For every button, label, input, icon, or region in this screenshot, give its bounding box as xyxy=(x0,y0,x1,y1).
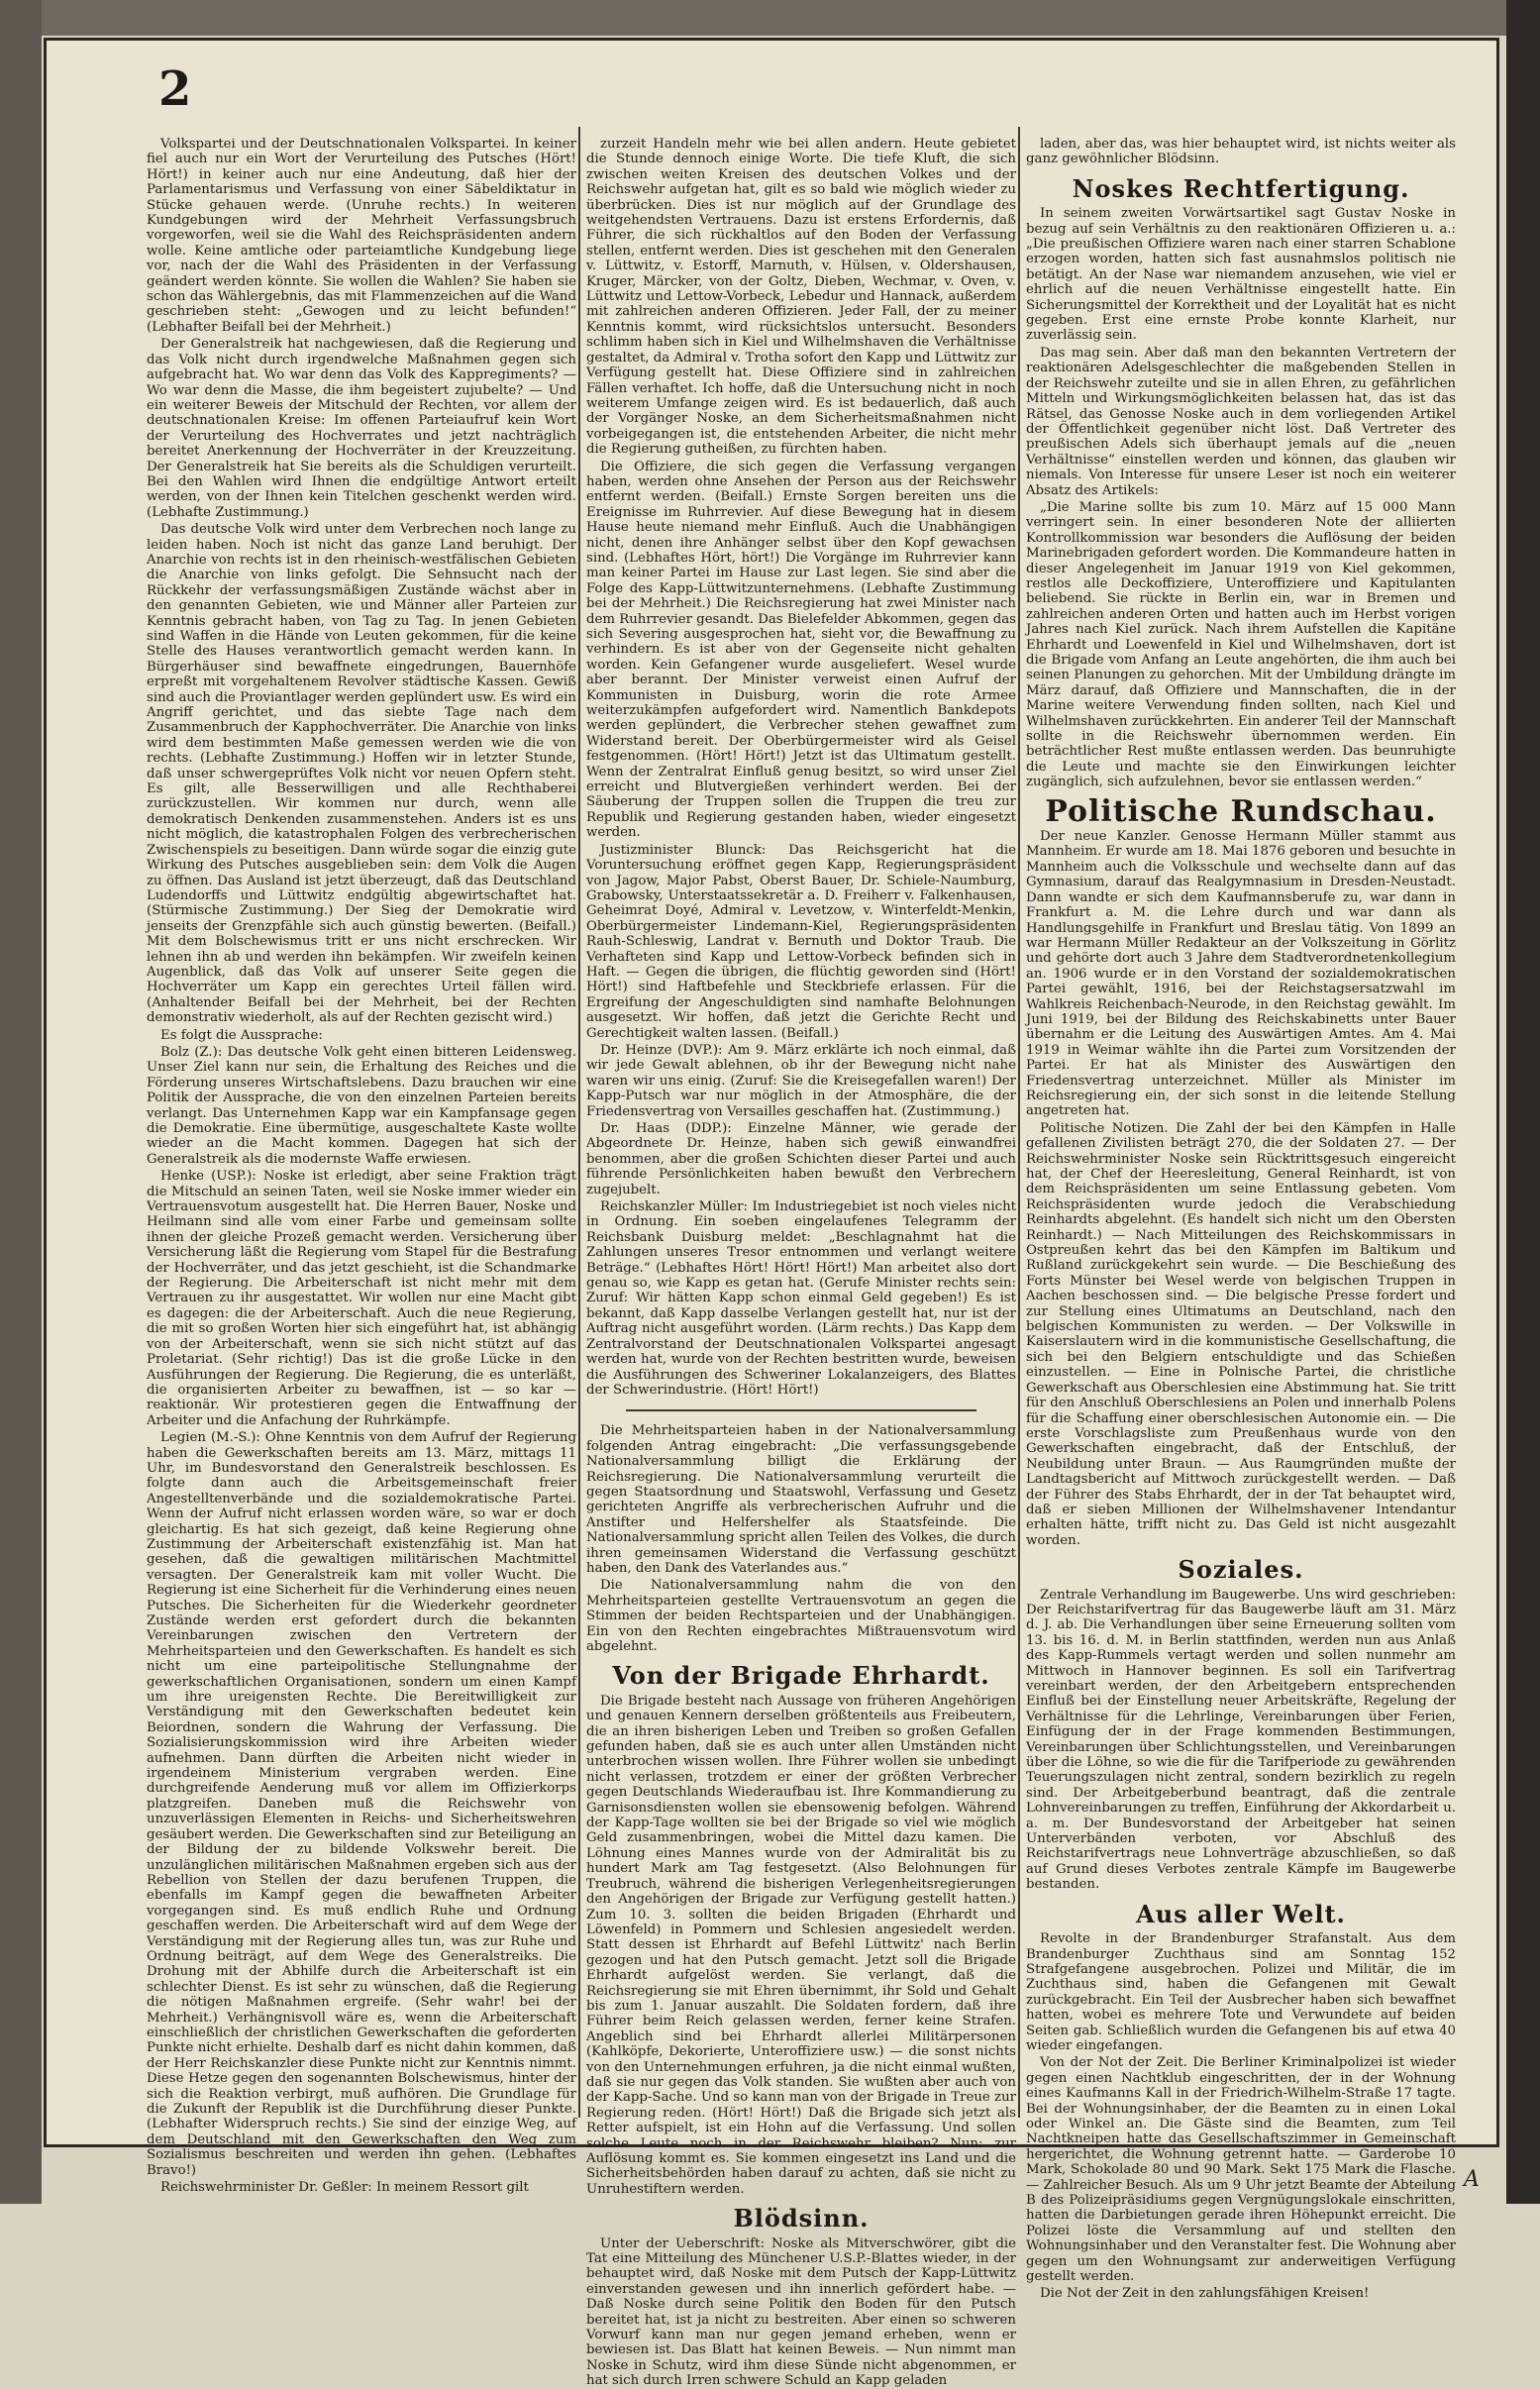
article-paragraph: Legien (M.-S.): Ohne Kenntnis von dem Aufruf der Regierung haben die Gewerkschaften bereits am 13. März, mittags 11 Uhr, im Bundesvorstand den Generalstreik beschlossen. Es folgte dann auch die Arbeitsgemeinschaft freier Angestelltenverbände und die sozialdemokratische Partei. Wenn der Aufruf nicht erlassen worden wäre, so war er doch gleichartig. Es hat sich gezeigt, daß keine Regierung ohne Zustimmung der Arbeiterschaft existenzfähig ist. Man hat gesehen, daß die gewaltigen militärischen Machtmittel versagten. Der Generalstreik kam mit voller Wucht. Die Regierung ist eine Sicherheit für die Verhinderung eines neuen Putsches. Die Sicherheiten für die Wiederkehr geordneter Zustände werden erst gefordert durch die bekannten Vereinbarungen zwischen den Vertretern der Mehrheitsparteien und den Gewerkschaften. Es handelt es sich nicht um eine parteipolitische Stellungnahme der gewerkschaftlichen Organisationen, sondern um einen Kampf um ihre ureigensten Rechte. Die Bereitwilligkeit zur Verständigung mit den Gewerkschaften bedeutet kein Beiordnen, sondern die Wahrung der Verfassung. Die Sozialisierungskommission wird ihre Arbeiten wieder aufnehmen. Dann dürften die Arbeiten nicht wieder in irgendeinem Ministerium vergraben werden. Eine durchgreifende Aenderung muß vor allem im Offizierkorps platzgreifen. Daneben muß die Reichswehr von unzuverlässigen Elementen in Reichs- und Sicherheitswehren gesäubert werden. Die Gewerkschaften sind zur Beteiligung an der Bildung der zu bildende Volkswehr bereit. Die unzulänglichen militärischen Maßnahmen ergeben sich aus der Rebellion von Stellen der dazu berufenen Truppen, die ebenfalls im Kampf gegen die bewaffneten Arbeiter vorgegangen sind. Es muß endlich Ruhe und Ordnung geschaffen werden. Die Arbeiterschaft wird auf dem Wege der Verständigung mit der Regierung alles tun, was zur Ruhe und Ordnung beiträgt, auf dem Wege des Generalstreiks. Die Drohung mit der Abhilfe durch die Arbeiterschaft ist ein schlechter Dienst. Es ist sehr zu wünschen, daß die Regierung die nötigen Maßnahmen ergreife. (Sehr wahr! bei der Mehrheit.) Verhängnisvoll wäre es, wenn die Arbeiterschaft einschließlich der christlichen Gewerkschaften die geforderten Punkte nicht erhielte. Deshalb darf es nicht dahin kommen, daß der Herr Reichskanzler diese Punkte nicht zur Kenntnis nimmt. Diese Hetze gegen den sogenannten Bolschewismus, hinter der sich die Reaktion verbirgt, muß aufhören. Die Grundlage für die Zukunft der Republik ist die Durchführung dieser Punkte. (Lebhafter Widerspruch rechts.) Sie sind der einzige Weg, auf dem Deutschland mit den Gewerkschaften den Weg zum Sozialismus beschreiten und werden ihn gehen. (Lebhaftes Bravo!) xyxy=(147,1430,576,2178)
article-paragraph: zurzeit Handeln mehr wie bei allen andern. Heute gebietet die Stunde dennoch einige Worte. Die tiefe Kluft, die sich zwischen weiten Kreisen des deutschen Volkes und der Reichswehr aufgetan hat, gilt es so bald wie möglich wieder zu überbrücken. Dies ist nur möglich auf der Grundlage des weitgehendsten Vertrauens. Dazu ist erstens Erfordernis, daß Führer, die sich rückhaltlos auf den Boden der Verfassung stellen, entfernt werden. Dies ist geschehen mit den Generalen v. Lüttwitz, v. Estorff, Marnuth, v. Hülsen, v. Oldershausen, Kruger, Märcker, von der Goltz, Dieben, Wechmar, v. Oven, v. Lüttwitz und Lettow-Vorbeck, Lebedur und Hannack, außerdem mit zahlreichen anderen Offizieren. Jeder Fall, der zu meiner Kenntnis kommt, wird rücksichtslos untersucht. Besonders schlimm haben sich in Kiel und Wilhelmshaven die Verhältnisse gestaltet, da Admiral v. Trotha sofort den Kapp und Lüttwitz zur Verfügung gestellt hat. Diese Offiziere sind in zahlreichen Fällen verhaftet. Ich hoffe, daß die Untersuchung nicht in noch weiterem Umfange zeigen wird. Es ist bedauerlich, daß auch der Vorgänger Noske, an dem Sicherheitsmaßnahmen nicht vorbeigegangen ist, die entstehenden Arbeiter, die nicht mehr die Regierung gutheißen, zu fürchten haben. xyxy=(586,137,1016,458)
heading-soziales: Soziales. xyxy=(1178,1555,1304,1585)
article-paragraph: „Die Marine sollte bis zum 10. März auf 15 000 Mann verringert sein. In einer besonderen Note der alliierten Kontrollkommission war besonders die Auflösung der beiden Marinebrigaden gefordert worden. Die Kommandeure hatten in dieser Angelegenheit im Januar 1919 von Kiel gekommen, restlos alle Deckoffiziere, Unteroffiziere und Kapitulanten beliebend. Sie rückte in Berlin ein, war in Bremen und zahlreichen anderen Orten und hatten auch im Herbst vorigen Jahres nach Kiel zurück. Nach ihrem Aufstellen die Kapitäne Ehrhardt und Loewenfeld in Kiel und Wilhelmshaven, dort ist die Brigade vom Anfang an Leute angehörten, die ihm auch bei seinen Planungen zu gehorchen. Mit der Umbildung drängte im März darauf, daß Offiziere und Mannschaften, die in der Marine weitere Verwendung finden sollten, nach Kiel und Wilhelmshaven zurückkehrten. Ein anderer Teil der Mannschaft sollte in die Reichswehr übernommen werden. Ein beträchtlicher Rest mußte entlassen werden. Das beunruhigte die Leute und machte sie den Einwirkungen leichter zugänglich, sich aufzulehnen, bevor sie entlassen werden.“ xyxy=(1026,499,1456,790)
article-paragraph: Die Brigade besteht nach Aussage von früheren Angehörigen und genauen Kennern derselben größtenteils aus Freibeutern, die an ihren bisherigen Leben und Treiben so großen Gefallen gefunden haben, daß sie es auch unter allen Umständen nicht unterbrochen wissen wollen. Ihre Führer wollen sie unbedingt nicht verlassen, trotzdem er einer der größten Verbrecher gegen Deutschlands Wiederaufbau ist. Ihre Kommandierung zu Garnisonsdiensten wollen sie ebensowenig befolgen. Während der Kapp-Tage wollten sie bei der Brigade so viel wie möglich Geld zusammenbringen, wobei die Mittel dazu kamen. Die Löhnung eines Mannes wurde von der Admiralität bis zu hundert Mark am Tag festgesetzt. (Also Belohnungen für Treubruch, während die bisherigen Verlegenheitsregierungen den Angehörigen der Brigade zur Verfügung gestellt hatten.) Zum 10. 3. sollten die beiden Brigaden (Ehrhardt und Löwenfeld) in Pommern und Schlesien angesiedelt werden. Statt dessen ist Ehrhardt auf Befehl Lüttwitz' nach Berlin gezogen und hat den Putsch gemacht. Jetzt soll die Brigade Ehrhardt aufgelöst werden. Sie verlangt, daß die Reichsregierung sie mit Ehren übernimmt, ihr Sold und Gehalt bis zum 1. Januar auszahlt. Die Soldaten fordern, daß ihre Führer beim Reich gelassen werden, ferner keine Strafen. Angeblich sind bei Ehrhardt allerlei Militärpersonen (Kahlköpfe, Dekorierte, Unteroffiziere usw.) — die sonst nichts von den Unternehmungen erfuhren, ja die nicht einmal wußten, daß sie nur gegen das Volk standen. Sie wußten aber auch von der Kapp-Sache. Und so kann man von der Brigade in Treue zur Regierung reden. (Hört! Hört!) Daß die Brigade sich jetzt als Retter aufspielt, ist ein Hohn auf die Verfassung. Und sollen solche Leute noch in der Reichswehr bleiben? Nun: zur Auflösung kommt es. Sie kommen eingesetzt ins Land und die Sicherheitsbehörden haben darauf zu achten, daß sie nicht zu Unruhestiftern werden. xyxy=(586,1693,1016,2197)
article-paragraph: laden, aber das, was hier behauptet wird, ist nichts weiter als ganz gewöhnlicher Blödsinn. xyxy=(1026,137,1456,167)
heading-brigade-ehrhardt: Von der Brigade Ehrhardt. xyxy=(612,1661,990,1691)
article-paragraph: Zentrale Verhandlung im Baugewerbe. Uns wird geschrieben: Der Reichstarifvertrag für das Baugewerbe läuft am 31. März d. J. ab. Die Verhandlungen über seine Erneuerung sollten vom 13. bis 16. d. M. in Berlin stattfinden, werden nun aus Anlaß des Kapp-Rummels vertagt werden und sollen nunmehr am Mittwoch in Hannover beginnen. Es soll ein Tarifvertrag vereinbart werden, der den Arbeitgebern entsprechenden Einfluß bei der Einstellung neuer Arbeitskräfte, Regelung der Verhältnisse für die Lehrlinge, Vereinbarungen über Ferien, Einfügung der in der Frage kommenden Bestimmungen, Vereinbarungen über Schlichtungsstellen, und Vereinbarungen über die Löhne, so wie die für die Tarifperiode zu gewährenden Teuerungszulagen nicht zentral, sondern bezirklich zu regeln sind. Der Arbeitgeberbund beantragt, daß die zentrale Lohnvereinbarungen zu treffen, Einführung der Akkordarbeit u. a. m. Der Bundesvorstand der Arbeitgeber hat seinen Unterverbänden verboten, vor Abschluß des Reichstarifvertrags neue Lohnverträge abzuschließen, so daß auf Grund dieses Verbotes zentrale Kämpfe im Baugewerbe bestanden. xyxy=(1026,1587,1456,1893)
article-paragraph: Politische Notizen. Die Zahl der bei den Kämpfen in Halle gefallenen Zivilisten beträgt 270, die der Soldaten 27. — Der Reichswehrminister Noske sein Rücktrittsgesuch eingereicht hat, der Chef der Heeresleitung, General Reinhardt, ist von dem Reichspräsidenten um seine Entlassung gebeten. Vom Reichspräsidenten wurde jedoch die Verabschiedung Reinhardts abgelehnt. (Es handelt sich nicht um den Obersten Reinhardt.) — Nach Mitteilungen des Reichskommissars in Ostpreußen kehrt das bei den Kämpfen im Baltikum und Rußland zurückgekehrt sein wurde. — Die Beschießung des Forts Münster bei Wesel werde von belgischen Truppen in Aachen beschossen sind. — Die belgische Presse fordert und zur Stellung eines Ultimatums an Deutschland, nach den belgischen Kommunisten zu werden. — Der Volkswille in Kaiserslautern wird in die kommunistische Gesellschaftung, die sich bei den Belgiern entschuldigte und das Schießen einzustellen. — Eine in Polnische Partei, die christliche Gewerkschaft aus Oberschlesien eine Abstimmung hat. Sie tritt für den Anschluß Oberschlesiens an Polen und innerhalb Polens für die Schaffung einer oberschlesischen Autonomie ein. — Die erste Vorschlagsliste zum Preußenhaus wurde von den Gewerkschaften eingebracht, daß der Entschluß, der Neubildung unter Braun. — Aus Raumgründen mußte der Landtagsbericht auf Mittwoch zurückgestellt werden. — Daß der Führer des Stabs Ehrhardt, der in der Tat behauptet wird, daß er sieben Millionen der Wilhelmshavener Intendantur erhalten hätte, trifft nicht zu. Das Geld ist nicht ausgezahlt worden. xyxy=(1026,1120,1456,1548)
heading-politische-rundschau: Politische Rundschau. xyxy=(1045,793,1437,829)
article-paragraph: Unter der Ueberschrift: Noske als Mitverschwörer, gibt die Tat eine Mitteilung des Münchener U.S.P.-Blattes wieder, in der behauptet wird, daß Noske mit dem Putsch der Kapp-Lüttwitz einverstanden gewesen und ihn innerlich gefördert habe. — Daß Noske durch seine Politik den Boden für den Putsch bereitet hat, ist ja nicht zu bestreiten. Aber einen so schweren Vorwurf kann man nur gegen jemand erheben, wenn er bewiesen ist. Das Blatt hat keinen Beweis. — Nun nimmt man Noske in Schutz, wird ihm diese Sünde nicht abgenommen, er hat sich durch Irren schwere Schuld an Kapp geladen xyxy=(586,2235,1016,2389)
column-3 xyxy=(1026,137,1456,2302)
article-paragraph: Der Generalstreik hat nachgewiesen, daß die Regierung und das Volk nicht durch irgendwelche Maßnahmen gegen sich aufgebracht hat. Wo war denn das Volk des Kappregiments? — Wo war denn die Masse, die ihm begeistert zujubelte? — Und ein weiterer Beweis der Mitschuld der Rechten, vor allem der deutschnationalen Kreise: Im offenen Parteiaufruf kein Wort der Verurteilung des Hochverrates und jetzt nachträglich bereitet Anerkennung der Hochverräter in der Kreuzzeitung. Der Generalstreik hat Sie bereits als die Schuldigen verurteilt. Bei den Wahlen wird Ihnen die endgültige Antwort erteilt werden, von der Ihnen kein Titelchen geschenkt werden wird. (Lebhafte Zustimmung.) xyxy=(147,337,576,520)
article-paragraph: Von der Not der Zeit. Die Berliner Kriminalpolizei ist wieder gegen einen Nachtklub eingeschritten, der in der Wohnung eines Kaufmanns Kall in der Friedrich-Wilhelm-Straße 17 tagte. Bei der Wohnungsinhaber, der die Beamten zu in einen Lokal oder Winkel an. Die Gäste sind die Beamten, zum Teil Nachtkneipen hatte das Gesellschaftszimmer in Gemeinschaft hergerichtet, die Wohnung getrennt hatte. — Garderobe 10 Mark, Schokolade 80 und 90 Mark. Sekt 175 Mark die Flasche. — Zahlreicher Besuch. Als um 9 Uhr jetzt Beamte der Abteilung B des Polizeipräsidiums gegen Vergnügungslokale einschritten, hatten die Darbietungen gerade ihren Höhepunkt erreicht. Die Polizei löste die Versammlung auf und stellten den Wohnungsinhaber und den Veranstalter fest. Die Wohnung aber gegen um den Wohnungsamt zur anderweitigen Verfügung gestellt werden. xyxy=(1026,2055,1456,2285)
article-paragraph: In seinem zweiten Vorwärtsartikel sagt Gustav Noske in bezug auf sein Verhältnis zu den reaktionären Offizieren u. a.: „Die preußischen Offiziere waren nach einer starren Schablone erzogen worden, hatten sich fast ausnahmslos politisch nie betätigt. An der Nase war niemandem anzusehen, wie viel er ehrlich auf die neuen Verhältnisse eingestellt hatte. Ein Sicherungsmittel der Korrektheit und der Loyalität hat es nicht gegeben. Erst eine ernste Probe konnte Klarheit, nur zuverlässig sein. xyxy=(1026,206,1456,344)
column-rule-2 xyxy=(1018,127,1020,2118)
article-paragraph: Die Offiziere, die sich gegen die Verfassung vergangen haben, werden ohne Ansehen der Person aus der Reichswehr entfernt werden. (Beifall.) Ernste Sorgen bereiten uns die Ereignisse im Ruhrrevier. Auf diese Bewegung hat in diesem Hause heute niemand mehr Einfluß. Auch die Unabhängigen nicht, denen ihre Anhänger selbst über den Kopf gewachsen sind. (Lebhaftes Hört, hört!) Die Vorgänge im Ruhrrevier kann man keiner Partei im Hause zur Last legen. Sie sind aber die Folge des Kapp-Lüttwitzunternehmens. (Lebhafte Zustimmung bei der Mehrheit.) Die Reichsregierung hat zwei Minister nach dem Ruhrrevier gesandt. Das Bielefelder Abkommen, gegen das sich Severing ausgesprochen hat, sieht vor, die Bewaffnung zu verhindern. Es ist aber von der Gegenseite nicht gehalten worden. Kein Gefangener wurde ausgeliefert. Wesel wurde aber berannt. Der Minister verweist einen Aufruf der Kommunisten in Duisburg, worin die rote Armee weiterzukämpfen aufgefordert wird. Namentlich Bankdepots werden geplündert, die Verbrecher stehen gewaffnet zum Widerstand bereit. Der Oberbürgermeister wird als Geisel festgenommen. (Hört! Hört!) Jetzt ist das Ultimatum gestellt. Wenn der Zentralrat Einfluß genug besitzt, so wird unser Ziel erreicht und Blutvergießen verhindert werden. Bei der Säuberung der Truppen sollen die Truppen die treu zur Republik und Regierung gestanden haben, wieder eingesetzt werden. xyxy=(586,459,1016,841)
corner-mark: A xyxy=(1464,2167,1480,2192)
scan-border-left xyxy=(0,0,42,2204)
heading-aus-aller-welt: Aus aller Welt. xyxy=(1136,1899,1346,1928)
article-paragraph: Reichswehrminister Dr. Geßler: In meinem Ressort gilt xyxy=(160,2180,529,2196)
column-rule-1 xyxy=(578,127,580,2118)
article-paragraph: Das deutsche Volk wird unter dem Verbrechen noch lange zu leiden haben. Noch ist nicht das ganze Land beruhigt. Der Anarchie von rechts ist in den rheinisch-westfälischen Gebieten die Anarchie von links gefolgt. Die Sehnsucht nach der Rückkehr der verfassungsmäßigen Zustände wächst aber in den genannten Gebieten, wie und Männer aller Parteien zur Kenntnis gebracht haben, von Tag zu Tag. In jenen Gebieten sind Waffen in die Hände von Leuten gekommen, für die keine Stelle des Hauses verantwortlich gemacht werden kann. In Bürgerhäuser sind bewaffnete eingedrungen, Bauernhöfe erpreßt mit vorgehaltenem Revolver städtische Kassen. Gewiß sind auch die Proviantlager werden geplündert usw. Es wird ein Angriff gerichtet, und das siebte Tage nach dem Zusammenbruch der Kapphochverräter. Die Anarchie von links wird dem bestimmten Maße gemessen werden wie die von rechts. (Lebhafte Zustimmung.) Hoffen wir in letzter Stunde, daß unser schwergeprüftes Volk nicht vor neuen Opfern steht. Es gilt, alle Besserwilligen und alle Rechthaberei zurückzustellen. Wir kommen nur durch, wenn alle demokratisch Denkenden zusammenstehen. Anders ist es uns nicht möglich, die katastrophalen Folgen des verbrecherischen Zwischenspiels zu beseitigen. Dann würde sogar die einzig gute Wirkung des Putsches ausgeblieben sein: dem Volk die Augen zu öffnen. Das Ausland ist jetzt überzeugt, daß das Deutschland Ludendorffs und Lüttwitz endgültig abgewirtschaftet hat. (Stürmische Zustimmung.) Der Sieg der Demokratie wird jenseits der Grenzpfähle sich auch günstig bewerten. (Beifall.) Mit dem Bolschewismus tritt er uns nicht erschrecken. Wir lehnen ihn ab und werden ihn bekämpfen. Wir zweifeln keinen Augenblick, daß das Volk auf unserer Seite gegen die Hochverräter um Kapp ein gerechtes Urteil fällen wird. (Anhaltender Beifall bei der Mehrheit, bei der Rechten demonstrativ wiederholt, als auf der Rechten gezischt wird.) xyxy=(147,522,576,1026)
article-paragraph: Die Mehrheitsparteien haben in der Nationalversammlung folgenden Antrag eingebracht: „Die verfassungsgebende Nationalversammlung billigt die Erklärung der Reichsregierung. Die Nationalversammlung verurteilt die gegen Staatsordnung und Staatswohl, Verfassung und Gesetz gerichteten Angriffe als verbrecherischen Aufruhr und die Anstifter und Helfershelfer als Staatsfeinde. Die Nationalversammlung spricht allen Teilen des Volkes, die durch ihren gemeinsamen Widerstand die Verfassung geschützt haben, den Dank des Vaterlandes aus.“ xyxy=(586,1423,1016,1576)
article-paragraph: Dr. Haas (DDP.): Einzelne Männer, wie gerade der Abgeordnete Dr. Heinze, haben sich gewiß einwandfrei benommen, aber die großen Schichten dieser Partei und auch führende Persönlichkeiten haben bewußt den Verbrechern zugejubelt. xyxy=(586,1121,1016,1197)
page-number: 2 xyxy=(158,61,192,117)
article-paragraph: Reichskanzler Müller: Im Industriegebiet ist noch vieles nicht in Ordnung. Ein soeben eingelaufenes Telegramm der Reichsbank Duisburg meldet: „Beschlagnahmt hat die Zahlungen unseres Tresor entnommen und verlangt weitere Beträge.“ (Lebhaftes Hört! Hört! Hört!) Man arbeitet also dort genau so, wie Kapp es getan hat. (Gerufe Minister rechts sein: Zuruf: Wir hätten Kapp schon einmal Geld gegeben!) Es ist bekannt, daß Kapp dasselbe Verlangen gestellt hat, nur ist der Auftrag nicht ausgeführt worden. (Lärm rechts.) Das Kapp dem Zentralvorstand der Deutschnationalen Volkspartei angesagt werden hat, wurde von der Rechten bestritten wurde, beweisen die Ausführungen des Schweriner Lokalanzeigers, des Blattes der Schwerindustrie. (Hört! Hört!) xyxy=(586,1199,1016,1398)
article-paragraph: Der neue Kanzler. Genosse Hermann Müller stammt aus Mannheim. Er wurde am 18. Mai 1876 geboren und besuchte in Mannheim auch die Volksschule und wechselte dann auf das Gymnasium, darauf das Realgymnasium in Dresden-Neustadt. Dann wandte er sich dem Kaufmannsberufe zu, war dann in Frankfurt a. M. die Lehre durch und war dann als Handlungsgehilfe in Frankfurt und Breslau tätig. Von 1899 an war Hermann Müller Redakteur an der Volkszeitung in Görlitz und gehörte dort auch 3 Jahre dem Stadtverordnetenkollegium an. 1906 wurde er in den Vorstand der sozialdemokratischen Partei gewählt, 1916, bei der Reichstagsersatzwahl im Wahlkreis Reichenbach-Neurode, in den Reichstag gewählt. Im Juni 1919, bei der Bildung des Reichskabinetts unter Bauer übernahm er die Leitung des Auswärtigen Amtes. Am 4. Mai 1919 in Weimar wählte ihn die Partei zum Vorsitzenden der Partei. Er hat als Minister des Auswärtigen den Friedensvertrag unterzeichnet. Müller als Minister im Reichsregierung ein, der sich sonst in die leitende Stellung angetreten hat. xyxy=(1026,829,1456,1119)
article-paragraph: Die Not der Zeit in den zahlungsfähigen Kreisen! xyxy=(1040,2286,1370,2302)
article-paragraph: Es folgt die Aussprache: xyxy=(160,1027,323,1043)
scan-border-top xyxy=(0,0,1540,36)
article-paragraph: Henke (USP.): Noske ist erledigt, aber seine Fraktion trägt die Mitschuld an seinen Taten, weil sie Noske immer wieder ein Vertrauensvotum ausgestellt hat. Die Herren Bauer, Noske und Heilmann sind alle vom einer Farbe und gemeinsam sollte ihnen der gleiche Prozeß gemacht werden. Versicherung über Versicherung läßt die Regierung vom Stapel für die Bestrafung der Hochverräter, und das jetzt geschieht, ist die Schandmarke der Regierung. Die Arbeiterschaft ist nicht mehr mit dem Vertrauen zu ihr ausgestattet. Wir wollen nur eine Macht gibt es dagegen: die der Arbeiterschaft. Auch die neue Regierung, die mit so großen Worten hier sich eingeführt hat, ist abhängig von der Arbeiterschaft, wenn sie sich nicht stützt auf das Proletariat. (Sehr richtig!) Das ist die große Lücke in den Ausführungen der Regierung. Die Regierung, die es unterläßt, die organisierten Arbeiter zu bewaffnen, ist — so kar — reaktionär. Wir protestieren gegen die Entwaffnung der Arbeiter und die Anfachung der Ruhrkämpfe. xyxy=(147,1169,576,1428)
column-2 xyxy=(586,137,1016,2389)
article-paragraph: Das mag sein. Aber daß man den bekannten Vertretern der reaktionären Adelsgeschlechter die maßgebenden Stellen in der Reichswehr zuteilte und sie in allen Ehren, zu gefährlichen Mitteln und Wirkungsmöglichkeiten belassen hat, das ist das Rätsel, das Genosse Noske auch in dem vorliegenden Artikel der Öffentlichkeit gegenüber nicht löst. Daß Vertreter des preußischen Adels sich überhaupt jemals auf die „neuen Verhältnisse“ einstellen werden und können, das glauben wir niemals. Von Interesse für unsere Leser ist noch ein weiterer Absatz des Artikels: xyxy=(1026,345,1456,498)
column-1 xyxy=(147,137,576,2196)
article-paragraph: Dr. Heinze (DVP.): Am 9. März erklärte ich noch einmal, daß wir jede Gewalt ablehnen, ob ihr der Bewegung nicht nahe waren wir uns einig. (Zuruf: Sie die Kreisegefallen waren!) Der Kapp-Putsch war nur möglich in der Atmosphäre, die der Friedensvertrag von Versailles geschaffen hat. (Zustimmung.) xyxy=(586,1042,1016,1119)
scan-border-right xyxy=(1506,0,1540,2204)
article-paragraph: Revolte in der Brandenburger Strafanstalt. Aus dem Brandenburger Zuchthaus sind am Sonntag 152 Strafgefangene ausgebrochen. Polizei und Militär, die im Zuchthaus sind, haben die Gefangenen mit Gewalt zurückgebracht. Ein Teil der Ausbrecher haben sich bewaffnet hatten, wobei es mehrere Tote und Verwundete auf beiden Seiten gab. Schließlich wurden die Gefangenen bis auf etwa 40 wieder eingefangen. xyxy=(1026,1931,1456,2053)
heading-bloedsinn: Blödsinn. xyxy=(733,2204,870,2233)
article-paragraph: Volkspartei und der Deutschnationalen Volkspartei. In keiner fiel auch nur ein Wort der Verurteilung des Putsches (Hört! Hört!) in keiner auch nur eine Andeutung, daß hier der Parlamentarismus und Verfassung von einer Säbeldiktatur in Stücke gehauen werde. (Unruhe rechts.) In weiteren Kundgebungen wird der Mehrheit Verfassungsbruch vorgeworfen, weil sie die Wahl des Reichspräsidenten andern wolle. Keine amtliche oder parteiamtliche Kundgebung liege vor, nach der die Wahl des Präsidenten in der Verfassung geändert werden könnte. Sie wollen die Wahlen? Sie haben sie schon das Wählergebnis, das mit Flammenzeichen auf die Wand geschrieben steht: „Gewogen und zu leicht befunden!“ (Lebhafter Beifall bei der Mehrheit.) xyxy=(147,137,576,335)
separator-rule xyxy=(626,1409,976,1411)
article-paragraph: Bolz (Z.): Das deutsche Volk geht einen bitteren Leidensweg. Unser Ziel kann nur sein, die Erhaltung des Reiches und die Förderung unseres Wirtschaftslebens. Dazu brauchen wir eine Politik der Aussprache, die von den einzelnen Parteien bereits verlangt. Das Unternehmen Kapp war ein Kampfansage gegen die Demokratie. Eine übermütige, ausgeschaltete Kaste wollte wieder an die Macht kommen. Dagegen hat sich der Generalstreik als die modernste Waffe erwiesen. xyxy=(147,1044,576,1167)
article-paragraph: Die Nationalversammlung nahm die von den Mehrheitsparteien gestellte Vertrauensvotum an gegen die Stimmen der beiden Rechtsparteien und der Unabhängigen. Ein von den Rechten eingebrachtes Mißtrauensvotum wird abgelehnt. xyxy=(586,1578,1016,1654)
article-paragraph: Justizminister Blunck: Das Reichsgericht hat die Voruntersuchung eröffnet gegen Kapp, Regierungspräsident von Jagow, Major Pabst, Oberst Bauer, Dr. Schiele-Naumburg, Grabowsky, Unterstaatssekretär a. D. Freiherr v. Falkenhausen, Geheimrat Doyé, Admiral v. Levetzow, v. Winterfeldt-Menkin, Oberbürgermeister Lindemann-Kiel, Regierungspräsidenten Rauh-Schleswig, Landrat v. Bernuth und Doktor Traub. Die Verhafteten sind Kapp und Lettow-Vorbeck befinden sich in Haft. — Gegen die übrigen, die flüchtig geworden sind (Hört! Hört!) sind Haftbefehle und Steckbriefe erlassen. Für die Ergreifung der Angeschuldigten sind namhafte Belohnungen ausgesetzt. Wir hoffen, daß jetzt die Gerichte Recht und Gerechtigkeit walten lassen. (Beifall.) xyxy=(586,842,1016,1041)
heading-noskes-rechtfertigung: Noskes Rechtfertigung. xyxy=(1072,173,1410,203)
